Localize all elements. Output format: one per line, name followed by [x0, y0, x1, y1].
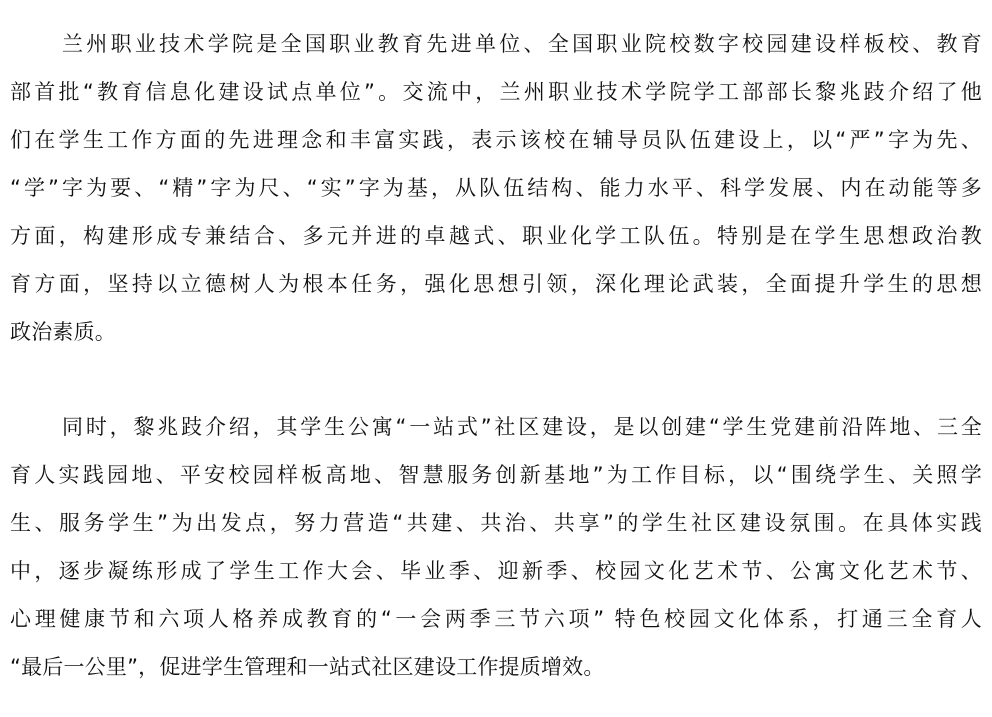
paragraph-2-line-1: 同时，黎兆跂介绍，其学生公寓“一站式”社区建设，是以创建“学生党建前沿阵地、三全: [62, 415, 982, 439]
paragraph-2-line-2: 育人实践园地、平安校园样板高地、智慧服务创新基地”为工作目标，以“围绕学生、关照学: [10, 463, 982, 487]
paragraph-1-line-2: 部首批“教育信息化建设试点单位”。交流中，兰州职业技术学院学工部部长黎兆跂介绍了他: [10, 80, 982, 104]
paragraph-1-line-5: 方面，构建形成专兼结合、多元并进的卓越式、职业化学工队伍。特别是在学生思想政治教: [10, 224, 982, 248]
paragraph-2-line-6: “最后一公里”，促进学生管理和一站式社区建设工作提质增效。: [10, 655, 605, 679]
paragraph-2-line-5: 心理健康节和六项人格养成教育的“一会两季三节六项” 特色校园文化体系，打通三全育人: [10, 607, 982, 631]
paragraph-2-line-3: 生、服务学生”为出发点，努力营造“共建、共治、共享”的学生社区建设氛围。在具体实践: [10, 511, 982, 535]
paragraph-1-line-7: 政治素质。: [10, 320, 116, 344]
paragraph-2-line-4: 中，逐步凝练形成了学生工作大会、毕业季、迎新季、校园文化艺术节、公寓文化艺术节、: [10, 559, 982, 583]
paragraph-1-line-1: 兰州职业技术学院是全国职业教育先进单位、全国职业院校数字校园建设样板校、教育: [62, 32, 982, 56]
paragraph-1-line-6: 育方面，坚持以立德树人为根本任务，强化思想引领，深化理论武装，全面提升学生的思想: [10, 272, 982, 296]
paragraph-1-line-3: 们在学生工作方面的先进理念和丰富实践，表示该校在辅导员队伍建设上，以“严”字为先、: [10, 128, 982, 152]
paragraph-1-line-4: “学”字为要、“精”字为尺、“实”字为基，从队伍结构、能力水平、科学发展、内在动能等多: [10, 176, 982, 200]
